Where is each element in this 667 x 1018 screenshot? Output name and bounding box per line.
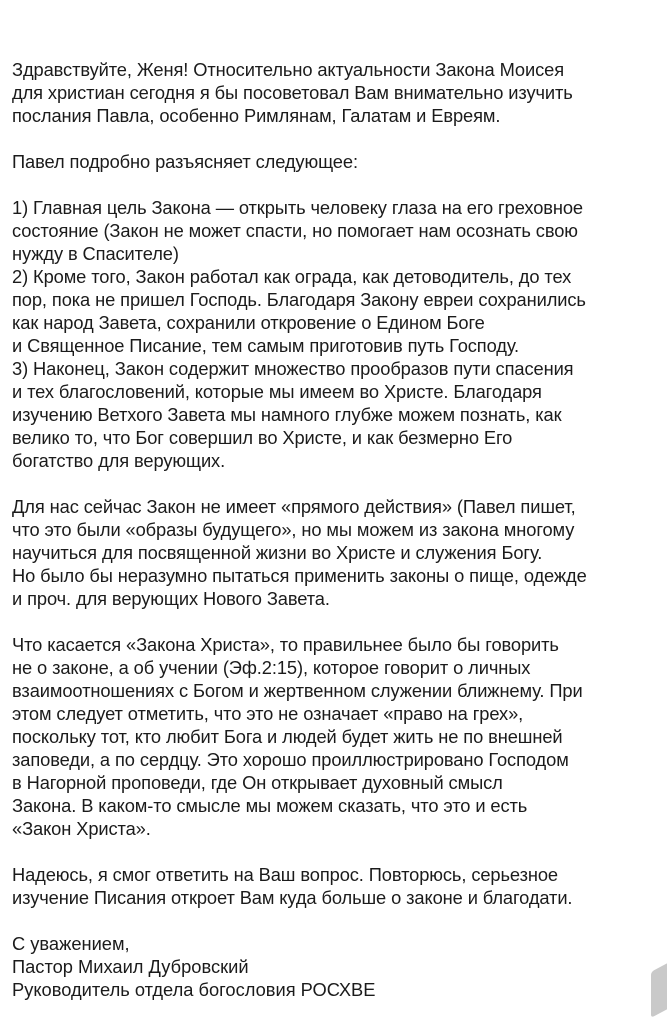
text-line: как народ Завета, сохранили откровение о Едином Боге	[12, 312, 485, 333]
text-line: пор, пока не пришел Господь. Благодаря Закону евреи сохранились	[12, 289, 586, 310]
text-line: велико то, что Бог совершил во Христе, и как безмерно Его	[12, 427, 513, 448]
page-corner-decoration	[651, 960, 667, 1018]
text-line: Павел подробно разъясняет следующее:	[12, 151, 358, 172]
text-line: и Священное Писание, тем самым приготовив путь Господу.	[12, 335, 520, 356]
signature-name: Пастор Михаил Дубровский	[12, 956, 249, 977]
text-line: поскольку тот, кто любит Бога и людей будет жить не по внешней	[12, 726, 563, 747]
text-line: изучению Ветхого Завета мы намного глубже можем познать, как	[12, 404, 562, 425]
text-line: научиться для посвященной жизни во Христе и служения Богу.	[12, 542, 543, 563]
text-line: богатство для верующих.	[12, 450, 226, 471]
law-paragraph	[12, 495, 660, 610]
text-line: послания Павла, особенно Римлянам, Галатам и Евреям.	[12, 105, 501, 126]
text-line: взаимоотношениях с Богом и жертвенном служении ближнему. При	[12, 680, 583, 701]
text-line: 3) Наконец, Закон содержит множество прообразов пути спасения	[12, 358, 574, 379]
point-item-3	[12, 357, 660, 472]
text-line: нужду в Спасителе)	[12, 243, 179, 264]
text-line: в Нагорной проповеди, где Он открывает духовный смысл	[12, 772, 503, 793]
greeting-paragraph	[12, 58, 660, 127]
text-line: изучение Писания откроет Вам куда больше о законе и благодати.	[12, 887, 573, 908]
text-line: не о законе, а об учении (Эф.2:15), которое говорит о личных	[12, 657, 531, 678]
signature-valediction: С уважением,	[12, 933, 130, 954]
text-line: 2) Кроме того, Закон работал как ограда, как детоводитель, до тех	[12, 266, 572, 287]
text-line: этом следует отметить, что это не означает «право на грех»,	[12, 703, 524, 724]
text-line: Что касается «Закона Христа», то правильнее было бы говорить	[12, 634, 559, 655]
text-line: Закона. В каком-то смысле мы можем сказать, что это и есть	[12, 795, 528, 816]
text-line: для христиан сегодня я бы посоветовал Вам внимательно изучить	[12, 82, 573, 103]
letter-body	[12, 58, 660, 932]
christ-law-paragraph	[12, 633, 660, 840]
closing-paragraph	[12, 863, 660, 909]
text-line: и проч. для верующих Нового Завета.	[12, 588, 330, 609]
text-line: Но было бы неразумно пытаться применить законы о пище, одежде	[12, 565, 587, 586]
intro-paragraph	[12, 150, 660, 173]
points-list	[12, 196, 660, 472]
point-item-2	[12, 265, 660, 357]
text-line: Для нас сейчас Закон не имеет «прямого действия» (Павел пишет,	[12, 496, 576, 517]
text-line: «Закон Христа».	[12, 818, 151, 839]
text-line: заповеди, а по сердцу. Это хорошо проиллюстрировано Господом	[12, 749, 569, 770]
text-line: Надеюсь, я смог ответить на Ваш вопрос. Повторюсь, серьезное	[12, 864, 558, 885]
text-line: и тех благословений, которые мы имеем во Христе. Благодаря	[12, 381, 542, 402]
text-line: Здравствуйте, Женя! Относительно актуальности Закона Моисея	[12, 59, 565, 80]
point-item-1	[12, 196, 660, 265]
text-line: состояние (Закон не может спасти, но помогает нам осознать свою	[12, 220, 578, 241]
text-line: что это были «образы будущего», но мы можем из закона многому	[12, 519, 575, 540]
signature-title: Руководитель отдела богословия РОСХВЕ	[12, 979, 376, 1000]
text-line: 1) Главная цель Закона — открыть человеку глаза на его греховное	[12, 197, 584, 218]
signature-block	[12, 932, 375, 1001]
